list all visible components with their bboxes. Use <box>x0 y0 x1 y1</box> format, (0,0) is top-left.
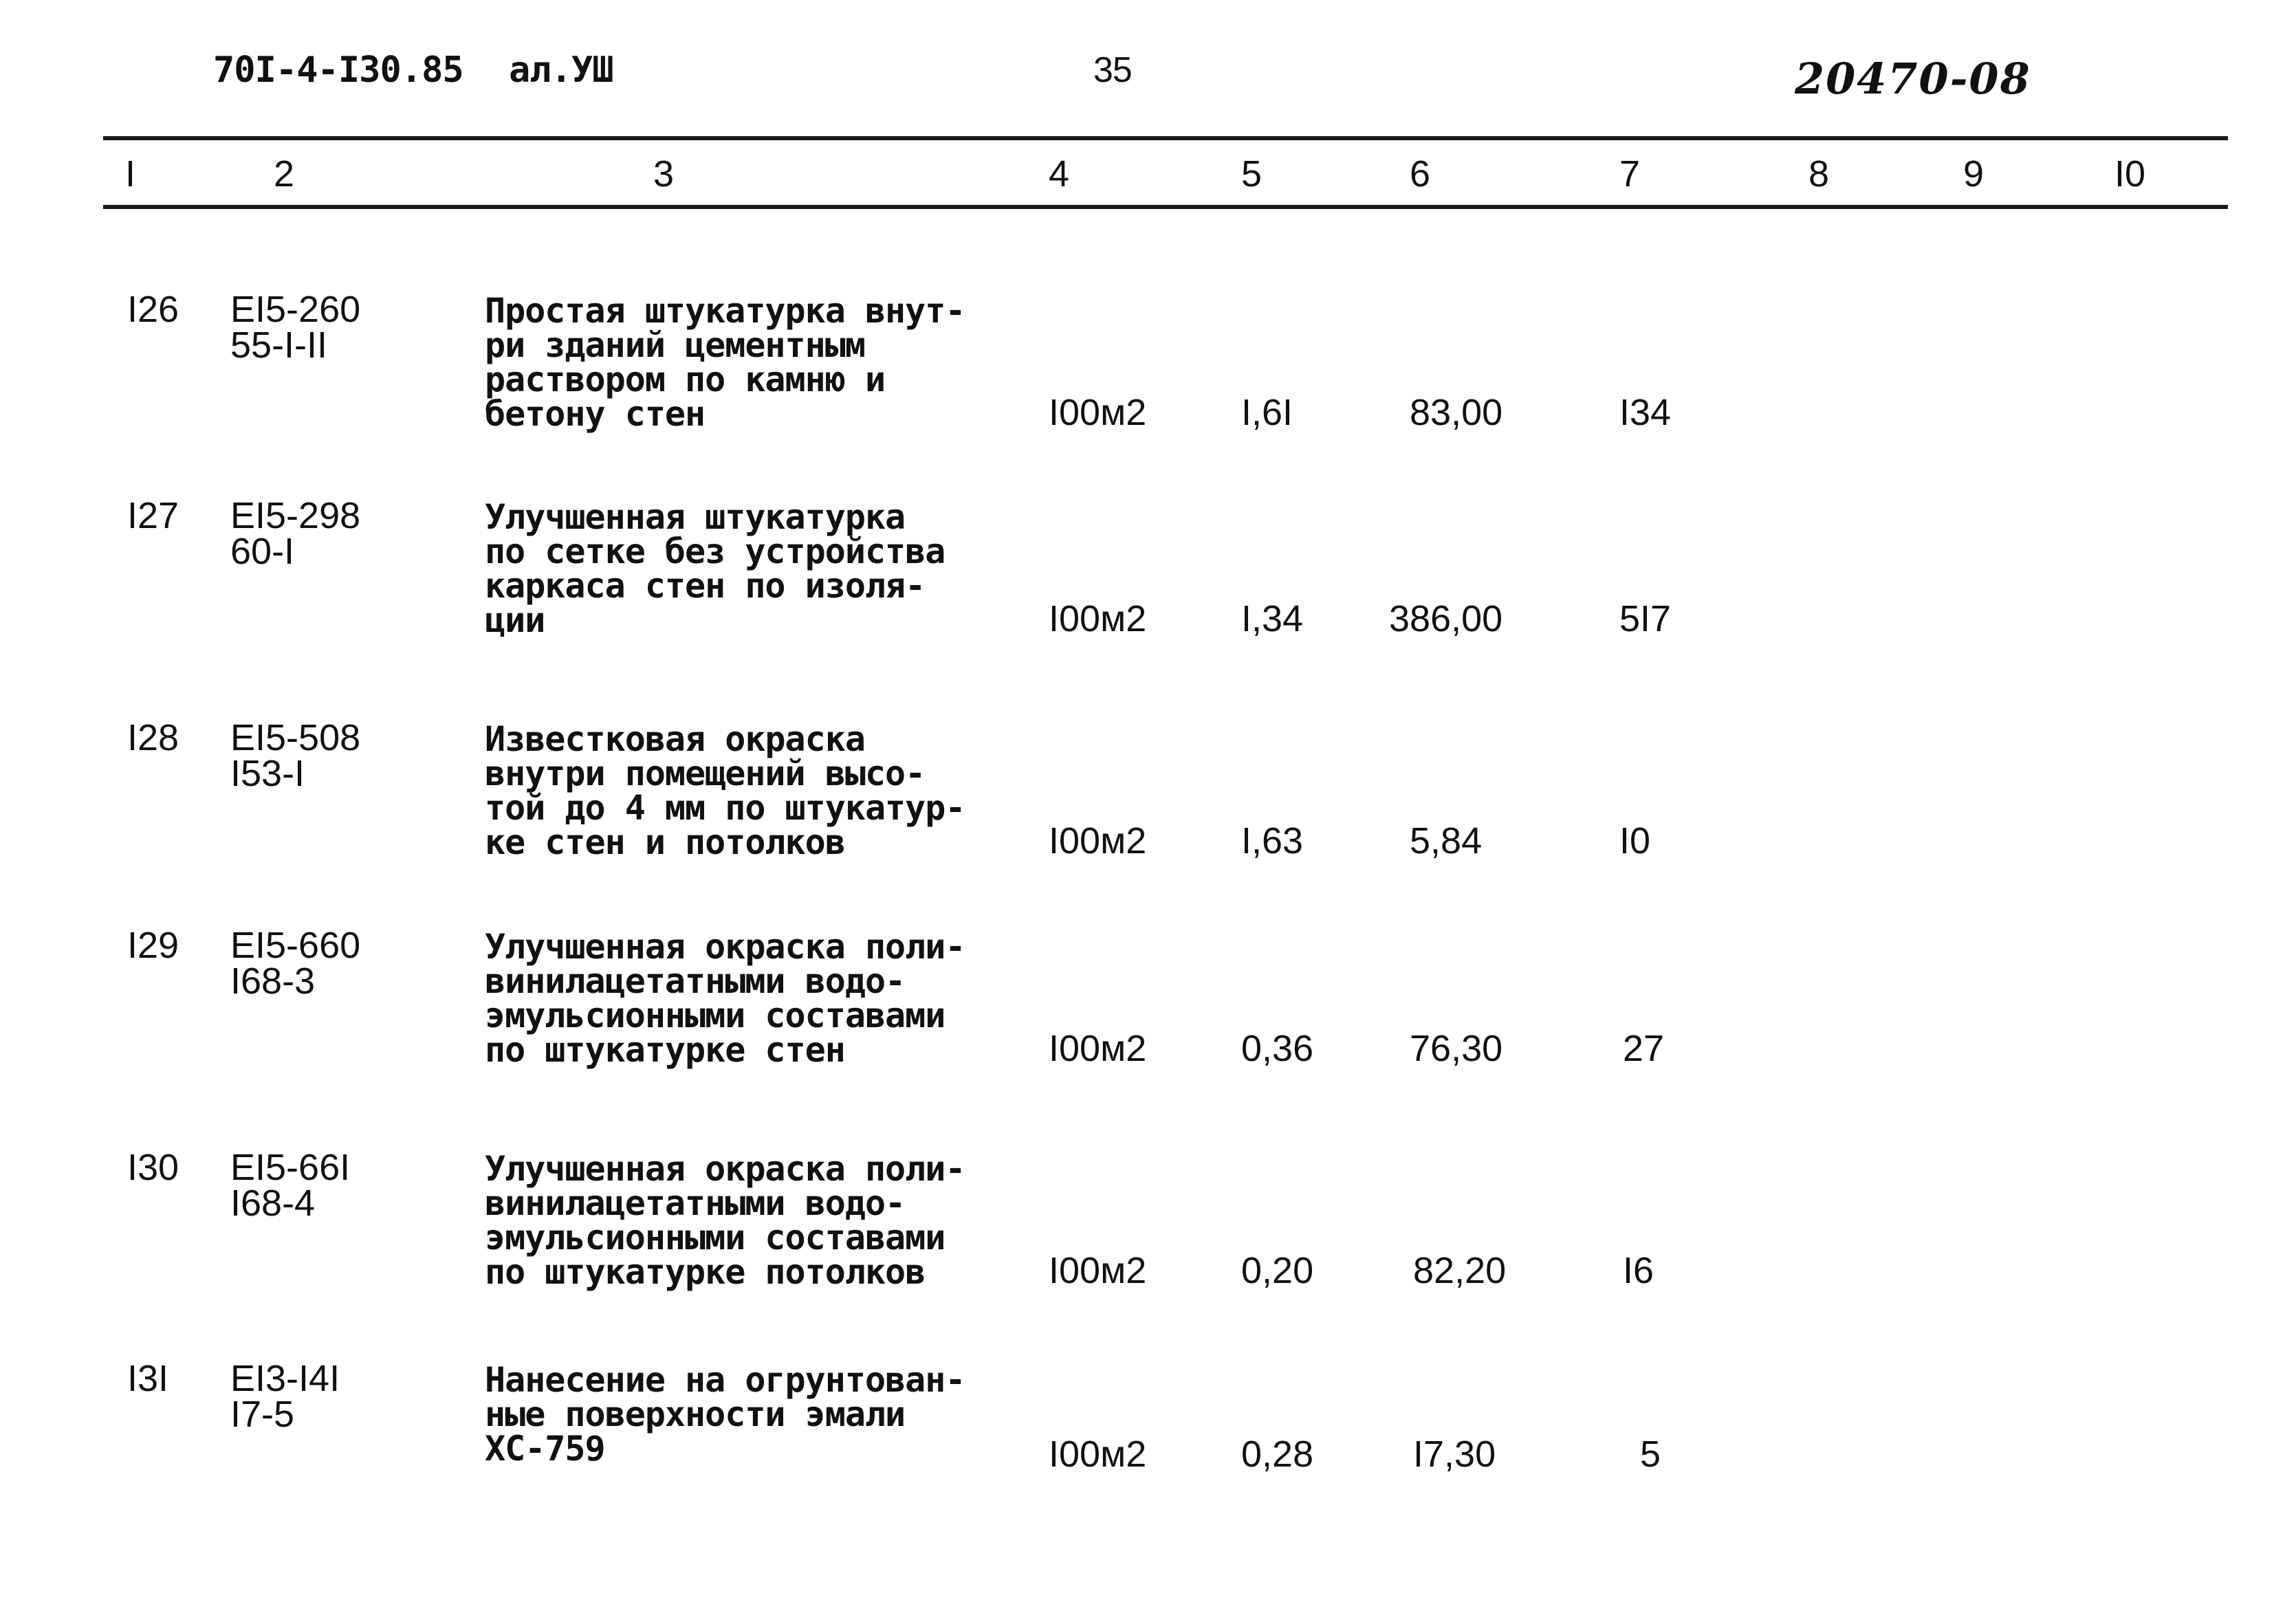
norm-code-sub: I53-I <box>230 753 305 794</box>
work-description-line: эмульсионными составами <box>485 1218 945 1258</box>
work-description-line: внутри помещений высо- <box>485 754 926 793</box>
row-number: I3I <box>127 1358 169 1399</box>
norm-code: EI5-260 <box>230 289 361 330</box>
column-header-5: 5 <box>1241 153 1262 195</box>
row-number: I26 <box>127 289 179 330</box>
norm-code: EI3-I4I <box>230 1358 340 1399</box>
total-cost: 5 <box>1640 1434 1661 1475</box>
unit-price: I7,30 <box>1413 1434 1496 1475</box>
unit-of-measure: I00м2 <box>1049 1434 1147 1475</box>
norm-code-sub: 60-I <box>230 531 295 572</box>
row-number: I30 <box>127 1147 179 1188</box>
column-header-1: I <box>125 153 136 195</box>
work-description-line: эмульсионными составами <box>485 996 945 1035</box>
row-number: I29 <box>127 925 179 966</box>
work-description-line: каркаса стен по изоля- <box>485 566 926 606</box>
row-number: I27 <box>127 495 179 536</box>
unit-price: 5,84 <box>1410 820 1483 862</box>
unit-of-measure: I00м2 <box>1049 598 1147 639</box>
quantity: I,34 <box>1241 598 1304 639</box>
column-header-8: 8 <box>1808 153 1830 195</box>
top-rule <box>103 136 2228 140</box>
norm-code-sub: I7-5 <box>230 1394 295 1435</box>
work-description-line: винилацетатными водо- <box>485 1183 906 1223</box>
album-label: ал.УШ <box>509 50 613 91</box>
column-header-4: 4 <box>1049 153 1070 195</box>
handwritten-reference: 20470-08 <box>1795 54 2031 104</box>
total-cost: I0 <box>1619 820 1651 862</box>
work-description-line: ХС-759 <box>485 1429 605 1469</box>
row-number: I28 <box>127 717 179 758</box>
work-description-line: по штукатурке стен <box>485 1030 845 1070</box>
unit-of-measure: I00м2 <box>1049 820 1147 862</box>
work-description-line: бетону стен <box>485 394 706 434</box>
norm-code: EI5-298 <box>230 495 361 536</box>
unit-price: 76,30 <box>1410 1028 1503 1069</box>
column-header-3: 3 <box>653 153 675 195</box>
column-header-7: 7 <box>1619 153 1641 195</box>
total-cost: 5I7 <box>1619 598 1672 639</box>
norm-code-sub: I68-4 <box>230 1183 316 1224</box>
quantity: 0,36 <box>1241 1028 1314 1069</box>
column-header-2: 2 <box>274 153 295 195</box>
column-header-9: 9 <box>1963 153 1985 195</box>
quantity: I,63 <box>1241 820 1304 862</box>
document-code: 70I-4-I30.85 <box>213 50 463 91</box>
norm-code: EI5-660 <box>230 925 361 966</box>
column-header-10: I0 <box>2114 153 2146 195</box>
work-description-line: той до 4 мм по штукатур- <box>485 788 965 828</box>
unit-price: 386,00 <box>1389 598 1503 639</box>
work-description-line: раствором по камню и <box>485 360 886 399</box>
work-description-line: Известковая окраска <box>485 719 865 759</box>
work-description-line: Улучшенная окраска поли- <box>485 1149 965 1189</box>
total-cost: 27 <box>1623 1028 1665 1069</box>
quantity: I,6I <box>1241 392 1293 433</box>
column-header-6: 6 <box>1410 153 1431 195</box>
quantity: 0,20 <box>1241 1250 1314 1291</box>
unit-price: 82,20 <box>1413 1250 1507 1291</box>
work-description-line: Улучшенная штукатурка <box>485 497 906 537</box>
norm-code-sub: I68-3 <box>230 961 316 1002</box>
unit-of-measure: I00м2 <box>1049 392 1147 433</box>
work-description-line: по штукатурке потолков <box>485 1252 926 1292</box>
header-bottom-rule <box>103 205 2228 209</box>
work-description-line: ри зданий цементным <box>485 325 865 365</box>
work-description-line: ции <box>485 600 545 640</box>
unit-of-measure: I00м2 <box>1049 1250 1147 1291</box>
norm-code-sub: 55-I-II <box>230 325 328 366</box>
norm-code: EI5-66I <box>230 1147 351 1188</box>
total-cost: I34 <box>1619 392 1672 433</box>
work-description-line: Улучшенная окраска поли- <box>485 927 965 967</box>
unit-price: 83,00 <box>1410 392 1503 433</box>
work-description-line: ке стен и потолков <box>485 822 845 862</box>
work-description-line: по сетке без устройства <box>485 531 945 571</box>
work-description-line: ные поверхности эмали <box>485 1394 906 1434</box>
quantity: 0,28 <box>1241 1434 1314 1475</box>
total-cost: I6 <box>1623 1250 1654 1291</box>
page-number: 35 <box>1093 50 1132 90</box>
work-description-line: Нанесение на огрунтован- <box>485 1360 965 1400</box>
unit-of-measure: I00м2 <box>1049 1028 1147 1069</box>
work-description-line: винилацетатными водо- <box>485 961 906 1001</box>
norm-code: EI5-508 <box>230 717 361 758</box>
work-description-line: Простая штукатурка внут- <box>485 291 965 331</box>
